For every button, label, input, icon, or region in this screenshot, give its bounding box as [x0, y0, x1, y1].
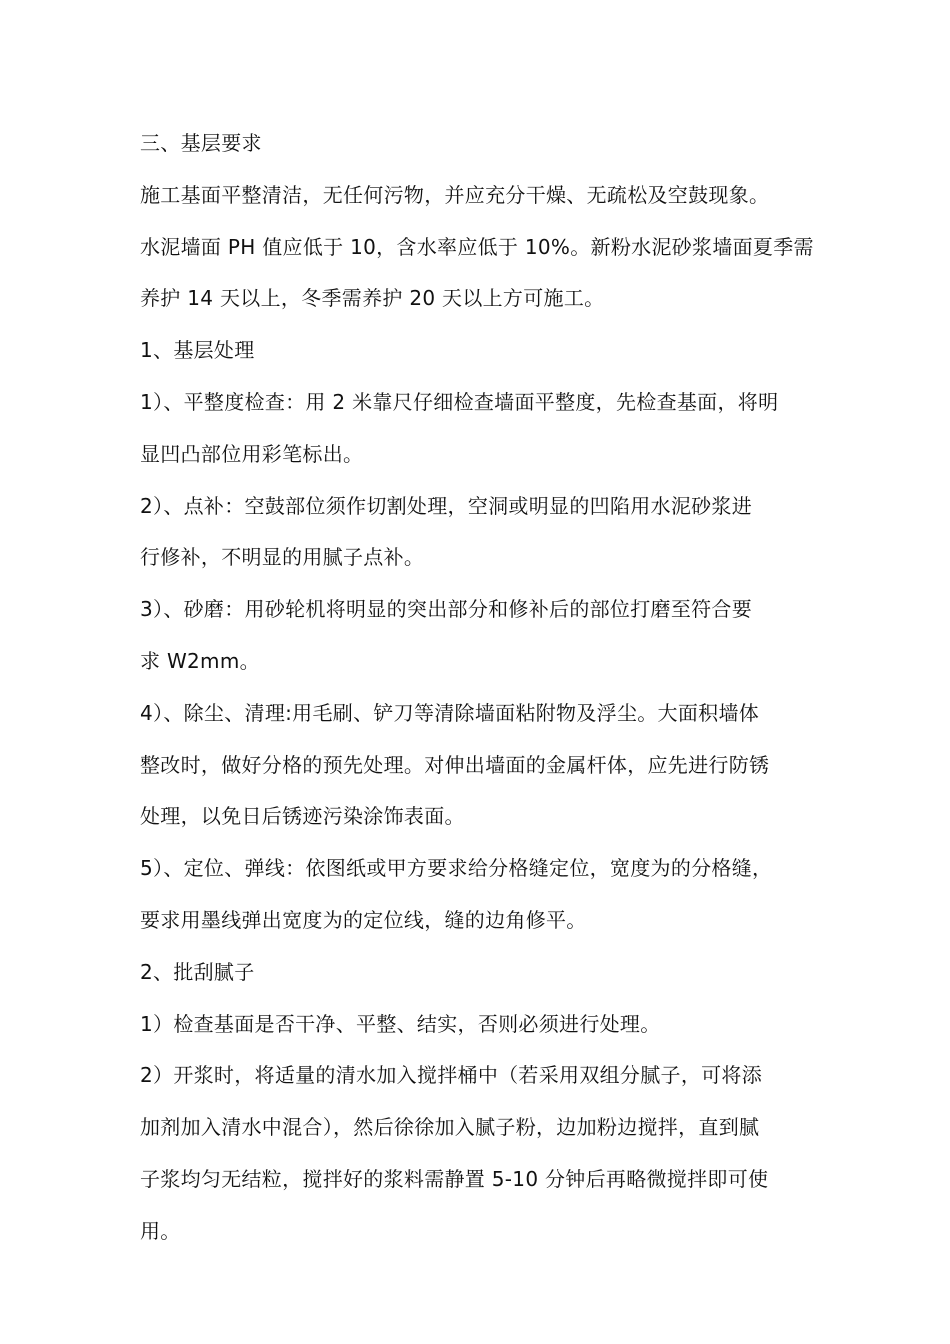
text-line: 5）、定位、弹线：依图纸或甲方要求给分格缝定位，宽度为的分格缝，: [140, 856, 773, 881]
text-line: 2）开浆时，将适量的清水加入搅拌桶中（若采用双组分腻子，可将添: [140, 1063, 763, 1088]
text-line: 1）检查基面是否干净、平整、结实，否则必须进行处理。: [140, 1011, 661, 1036]
text-line: 行修补，不明显的用腻子点补。: [140, 545, 425, 570]
text-line: 3）、砂磨：用砂轮机将明显的突出部分和修补后的部位打磨至符合要: [140, 597, 753, 622]
text-line: 4）、除尘、清理:用毛刷、铲刀等清除墙面粘附物及浮尘。大面积墙体: [140, 700, 760, 725]
text-line: 1）、平整度检查：用 2 米靠尺仔细检查墙面平整度，先检查基面，将明: [140, 389, 779, 414]
text-line: 用。: [140, 1218, 181, 1243]
text-line: 求 W2mm。: [140, 648, 260, 673]
document-body: [140, 118, 820, 1258]
subsection-heading: 1、基层处理: [140, 338, 255, 363]
text-line: 加剂加入清水中混合），然后徐徐加入腻子粉，边加粉边搅拌，直到腻: [140, 1115, 760, 1140]
text-line: 养护 14 天以上，冬季需养护 20 天以上方可施工。: [140, 286, 605, 311]
subsection-heading: 2、批刮腻子: [140, 959, 255, 984]
text-line: 显凹凸部位用彩笔标出。: [140, 441, 364, 466]
text-line: 处理，以免日后锈迹污染涂饰表面。: [140, 804, 465, 829]
text-line: 子浆均匀无结粒，搅拌好的浆料需静置 5-10 分钟后再略微搅拌即可使: [140, 1166, 769, 1191]
text-line: 要求用墨线弹出宽度为的定位线，缝的边角修平。: [140, 907, 587, 932]
section-heading: 三、基层要求: [140, 131, 262, 155]
text-line: 水泥墙面 PH 值应低于 10，含水率应低于 10%。新粉水泥砂浆墙面夏季需: [140, 234, 814, 259]
text-line: 施工基面平整清洁，无任何污物，并应充分干燥、无疏松及空鼓现象。: [140, 182, 770, 207]
text-line: 2）、点补：空鼓部位须作切割处理，空洞或明显的凹陷用水泥砂浆进: [140, 493, 753, 518]
text-line: 整改时，做好分格的预先处理。对伸出墙面的金属杆体，应先进行防锈: [140, 752, 770, 777]
